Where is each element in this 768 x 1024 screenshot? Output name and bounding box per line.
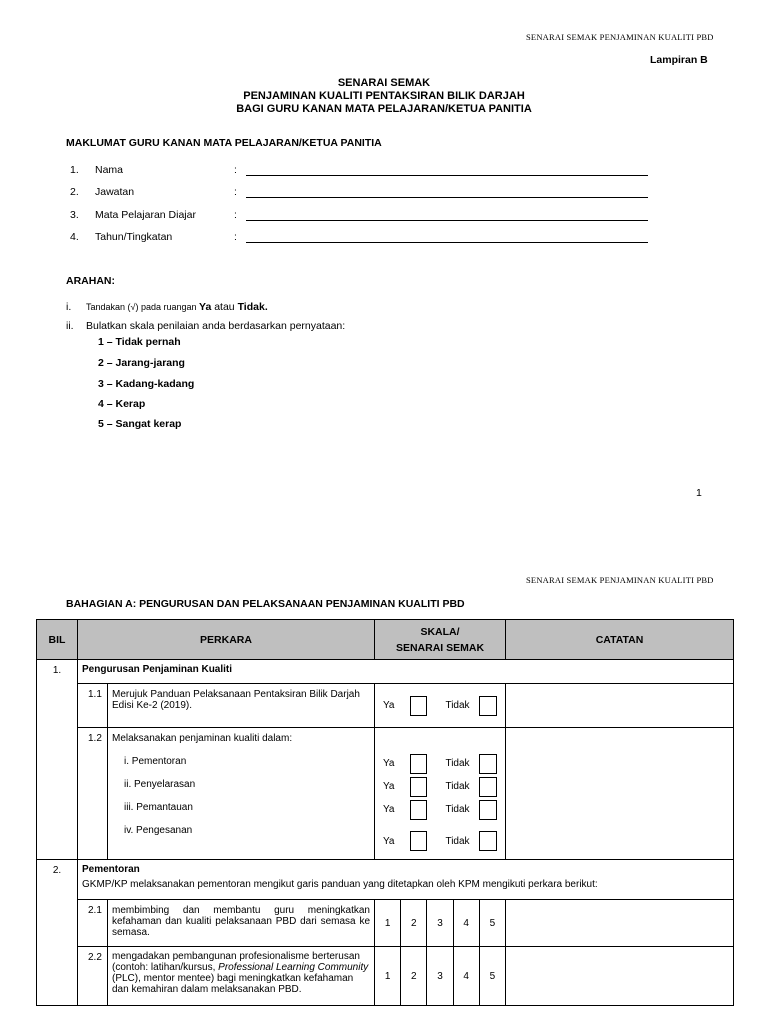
- catatan-cell[interactable]: [506, 947, 734, 1006]
- field-row-nama: [70, 164, 670, 180]
- field-row-mata-pelajaran: [70, 209, 670, 225]
- scale-option-5[interactable]: 5: [479, 947, 505, 1005]
- scale-option-3[interactable]: 3: [426, 947, 452, 1005]
- nama-blank-line[interactable]: [246, 175, 648, 176]
- field-row-jawatan: [70, 186, 670, 202]
- tidak-label: Tidak: [445, 781, 470, 792]
- header-catatan: CATATAN: [506, 620, 734, 660]
- sub-item-pengesanan: iv. Pengesanan: [124, 825, 193, 836]
- header-skala: [375, 620, 506, 660]
- ya-label: Ya: [383, 700, 395, 711]
- ya-label: Ya: [383, 804, 395, 815]
- instruction-text: Bulatkan skala penilaian anda berdasarkan pernyataan:: [86, 320, 346, 332]
- item-cell: [78, 684, 375, 728]
- item-text: Melaksanakan penjaminan kualiti dalam:: [112, 733, 293, 744]
- scale-option-4[interactable]: 4: [453, 947, 479, 1005]
- instruction-i: [66, 301, 268, 313]
- section-title: Pementoran: [82, 864, 140, 875]
- section-row: [37, 660, 734, 684]
- field-colon: :: [234, 209, 237, 221]
- mata-pelajaran-blank-line[interactable]: [246, 220, 648, 221]
- yes-no-cell-group: [375, 728, 506, 860]
- item-cell: [78, 900, 375, 947]
- doc-title-line-2: PENJAMINAN KUALITI PENTAKSIRAN BILIK DARJAH: [243, 90, 525, 102]
- ya-checkbox[interactable]: [410, 800, 428, 820]
- item-cell: [78, 728, 375, 860]
- tidak-label: Tidak: [445, 758, 470, 769]
- field-row-tahun: [70, 231, 670, 247]
- ya-checkbox[interactable]: [410, 696, 428, 716]
- tahun-blank-line[interactable]: [246, 242, 648, 243]
- arahan-heading: ARAHAN:: [66, 275, 115, 287]
- scale-item-1: 1 – Tidak pernah: [98, 336, 181, 348]
- ya-word: Ya: [199, 301, 212, 313]
- section-title-cell: [78, 860, 734, 900]
- field-number: 1.: [70, 164, 79, 176]
- instruction-number: i.: [66, 301, 72, 313]
- header-skala-line-1: SKALA/: [420, 625, 460, 638]
- item-cell: [78, 947, 375, 1006]
- doc-title-line-3: BAGI GURU KANAN MATA PELAJARAN/KETUA PANITIA: [236, 103, 532, 115]
- catatan-cell[interactable]: [506, 900, 734, 947]
- item-text: Merujuk Panduan Pelaksanaan Pentaksiran Bilik Darjah Edisi Ke-2 (2019).: [112, 689, 360, 711]
- field-label: Jawatan: [95, 186, 135, 198]
- checklist-table: [36, 619, 734, 1006]
- running-header: SENARAI SEMAK PENJAMINAN KUALITI PBD: [526, 32, 714, 42]
- field-colon: :: [234, 231, 237, 243]
- scale-option-2[interactable]: 2: [400, 947, 426, 1005]
- instruction-ii: [66, 320, 345, 332]
- scale-item-3: 3 – Kadang-kadang: [98, 378, 195, 390]
- ya-label: Ya: [383, 835, 395, 847]
- ya-label: Ya: [383, 781, 395, 792]
- table-row: [37, 684, 734, 728]
- scale-item-4: 4 – Kerap: [98, 398, 146, 410]
- section-description: GKMP/KP melaksanakan pementoran mengikut garis panduan yang ditetapkan oleh KPM mengikuti perkara berikut:: [82, 879, 598, 890]
- instruction-text: Tandakan (√) pada ruangan: [86, 302, 200, 312]
- field-label: Tahun/Tingkatan: [95, 231, 173, 243]
- item-text: [108, 947, 374, 1005]
- scale-option-4[interactable]: 4: [453, 900, 479, 946]
- sub-item-pemantauan: iii. Pemantauan: [124, 802, 193, 813]
- section-heading-bahagian-a: BAHAGIAN A: PENGURUSAN DAN PELAKSANAAN PENJAMINAN KUALITI PBD: [66, 598, 465, 610]
- section-row: [37, 860, 734, 900]
- scale-item-2: 2 – Jarang-jarang: [98, 357, 185, 369]
- yes-no-cell: [375, 684, 506, 728]
- ya-label: Ya: [383, 758, 395, 769]
- field-number: 3.: [70, 209, 79, 221]
- ya-checkbox[interactable]: [410, 777, 428, 797]
- tidak-checkbox[interactable]: [479, 831, 497, 851]
- item-number: 2.2: [78, 947, 108, 1005]
- item-text-part-a: mengadakan pembangunan profesionalisme berterusan (contoh: latihan/kursus,: [112, 951, 360, 973]
- item-number: 1.2: [78, 728, 108, 859]
- tidak-label: Tidak: [445, 700, 470, 711]
- tidak-label: Tidak: [445, 804, 470, 815]
- sub-item-pementoran: i. Pementoran: [124, 756, 187, 767]
- header-bil: BIL: [37, 620, 78, 660]
- lampiran-label: Lampiran B: [650, 54, 708, 66]
- ya-checkbox[interactable]: [410, 831, 428, 851]
- page-number: 1: [696, 487, 702, 499]
- table-header-row: [37, 620, 734, 660]
- scale-option-1[interactable]: 1: [384, 917, 391, 929]
- scale-option-1[interactable]: 1: [384, 970, 391, 982]
- item-text-italic: Professional Learning Community: [218, 962, 369, 973]
- scale-option-3[interactable]: 3: [426, 900, 452, 946]
- scale-cell: [375, 900, 506, 947]
- tidak-checkbox[interactable]: [479, 800, 497, 820]
- field-label: Nama: [95, 164, 124, 176]
- table-row: [37, 947, 734, 1006]
- field-number: 4.: [70, 231, 79, 243]
- field-colon: :: [234, 186, 237, 198]
- field-colon: :: [234, 164, 237, 176]
- scale-option-5[interactable]: 5: [479, 900, 505, 946]
- scale-option-2[interactable]: 2: [400, 900, 426, 946]
- scale-item-5: 5 – Sangat kerap: [98, 418, 182, 430]
- header-skala-line-2: SENARAI SEMAK: [395, 641, 485, 654]
- jawatan-blank-line[interactable]: [246, 197, 648, 198]
- section-number: 2.: [37, 860, 78, 1006]
- section-heading-teacher-info: MAKLUMAT GURU KANAN MATA PELAJARAN/KETUA PANITIA: [66, 137, 382, 149]
- tidak-word: Tidak.: [237, 301, 268, 313]
- tidak-checkbox[interactable]: [479, 696, 497, 716]
- tidak-checkbox[interactable]: [479, 754, 497, 774]
- sub-item-penyelarasan: ii. Penyelarasan: [124, 779, 196, 790]
- table-row: [37, 728, 734, 860]
- field-number: 2.: [70, 186, 79, 198]
- atau-word: atau: [211, 301, 238, 313]
- scale-cell: [375, 947, 506, 1006]
- instruction-number: ii.: [66, 320, 74, 332]
- section-title: Pengurusan Penjaminan Kualiti: [78, 660, 734, 684]
- catatan-cell[interactable]: [506, 728, 734, 860]
- item-number: 2.1: [78, 900, 108, 946]
- header-perkara: PERKARA: [78, 620, 375, 660]
- section-number: 1.: [37, 660, 78, 860]
- ya-checkbox[interactable]: [410, 754, 428, 774]
- item-text-part-b: (PLC), mentor mentee) bagi meningkatkan kefahaman dan kemahiran dalam melaksanakan PBD.: [112, 973, 354, 995]
- running-header-page-2: SENARAI SEMAK PENJAMINAN KUALITI PBD: [526, 575, 714, 585]
- field-label: Mata Pelajaran Diajar: [95, 209, 196, 221]
- catatan-cell[interactable]: [506, 684, 734, 728]
- table-row: [37, 900, 734, 947]
- tidak-checkbox[interactable]: [479, 777, 497, 797]
- doc-title-line-1: SENARAI SEMAK: [337, 77, 431, 89]
- tidak-label: Tidak: [445, 835, 470, 847]
- item-number: 1.1: [78, 684, 108, 727]
- item-text: membimbing dan membantu guru meningkatkan kefahaman dan kualiti pelaksanaan PBD dari semasa ke semasa.: [112, 905, 370, 938]
